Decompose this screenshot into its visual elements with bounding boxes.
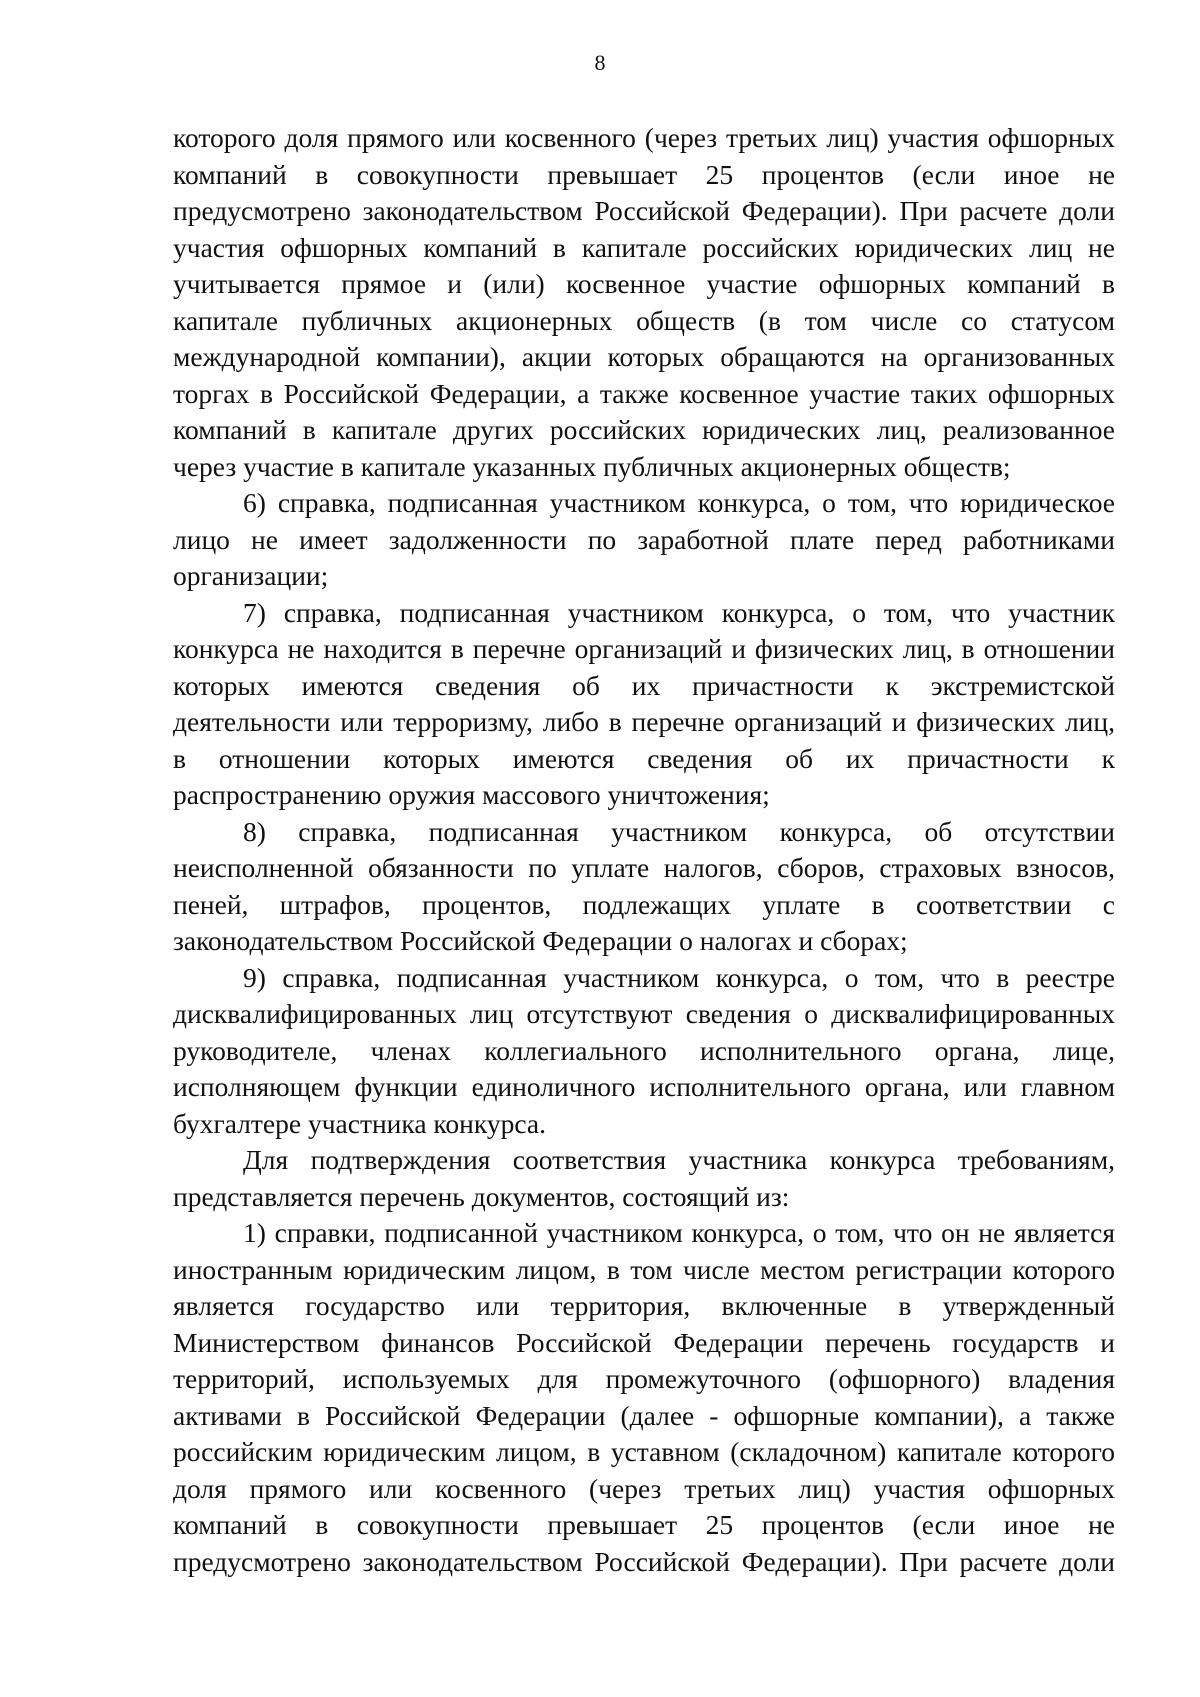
text-line: капитале публичных акционерных обществ (в том числе со статусом (173, 304, 1115, 336)
text-line: компаний в капитале других российских юридических лиц, реализованное (173, 414, 1115, 445)
text-line: Для подтверждения соответствия участника конкурса требованиям, (243, 1144, 1115, 1175)
text-line: представляется перечень документов, состоящий из: (173, 1180, 790, 1212)
text-line: деятельности или терроризму, либо в перечне организаций и физических лиц, (173, 706, 1115, 737)
text-line: Министерством финансов Российской Федерации перечень государств и (173, 1326, 1115, 1358)
document-body (173, 120, 1115, 1580)
text-line: в отношении которых имеются сведения об их причастности к (173, 742, 1115, 774)
text-line: конкурса не находится в перечне организаций и физических лиц, в отношении (173, 633, 1115, 664)
text-line: иностранным юридическим лицом, в том числе местом регистрации которого (173, 1253, 1115, 1285)
text-line: российским юридическим лицом, в уставном (складочном) капитале которого (173, 1436, 1115, 1467)
text-line: является государство или территория, включенные в утвержденный (173, 1290, 1115, 1321)
paragraph (173, 960, 1115, 1143)
text-line: которых имеются сведения об их причастности к экстремистской (173, 669, 1115, 701)
text-line: 1) справки, подписанной участником конкурса, о том, что он не является (243, 1217, 1115, 1248)
text-line: компаний в совокупности превышает 25 процентов (если иное не (173, 158, 1115, 190)
text-line: учитывается прямое и (или) косвенное участие офшорных компаний в (173, 268, 1115, 299)
paragraph (173, 120, 1115, 485)
text-line: участия офшорных компаний в капитале российских юридических лиц не (173, 231, 1115, 263)
text-line: 6) справка, подписанная участником конкурса, о том, что юридическое (243, 487, 1115, 518)
text-line: 8) справка, подписанная участником конкурса, об отсутствии (243, 815, 1115, 847)
text-line: 9) справка, подписанная участником конкурса, о том, что в реестре (243, 961, 1115, 993)
paragraph (173, 1215, 1115, 1580)
text-line: руководителе, членах коллегиального исполнительного органа, лице, (173, 1034, 1115, 1066)
text-line: бухгалтере участника конкурса. (173, 1107, 546, 1139)
text-line: неисполненной обязанности по уплате налогов, сборов, страховых взносов, (173, 852, 1115, 883)
text-line: через участие в капитале указанных публичных акционерных обществ; (173, 450, 1011, 482)
text-line: законодательством Российской Федерации о налогах и сборах; (173, 925, 908, 956)
text-line: дисквалифицированных лиц отсутствуют сведения о дисквалифицированных (173, 998, 1115, 1029)
text-line: доля прямого или косвенного (через третьих лиц) участия офшорных (173, 1472, 1115, 1504)
text-line: предусмотрено законодательством Российской Федерации). При расчете доли (173, 1545, 1115, 1577)
paragraph (173, 1142, 1115, 1215)
text-line: территорий, используемых для промежуточного (офшорного) владения (173, 1363, 1115, 1394)
text-line: компаний в совокупности превышает 25 процентов (если иное не (173, 1509, 1115, 1540)
text-line: организации; (173, 560, 329, 591)
text-line: лицо не имеет задолженности по заработной плате перед работниками (173, 523, 1115, 555)
paragraph (173, 814, 1115, 960)
text-line: распространению оружия массового уничтожения; (173, 779, 770, 810)
text-line: исполняющем функции единоличного исполнительного органа, или главном (173, 1071, 1115, 1102)
text-line: торгах в Российской Федерации, а также косвенное участие таких офшорных (173, 377, 1115, 409)
text-line: международной компании), акции которых обращаются на организованных (173, 341, 1115, 372)
paragraph (173, 485, 1115, 595)
page-number: 8 (594, 50, 606, 75)
text-line: пеней, штрафов, процентов, подлежащих уплате в соответствии с (173, 888, 1115, 920)
text-line: которого доля прямого или косвенного (через третьих лиц) участия офшорных (173, 122, 1115, 153)
paragraph (173, 595, 1115, 814)
text-line: активами в Российской Федерации (далее - офшорные компании), а также (173, 1399, 1115, 1431)
text-line: предусмотрено законодательством Российской Федерации). При расчете доли (173, 195, 1115, 226)
text-line: 7) справка, подписанная участником конкурса, о том, что участник (243, 596, 1115, 628)
